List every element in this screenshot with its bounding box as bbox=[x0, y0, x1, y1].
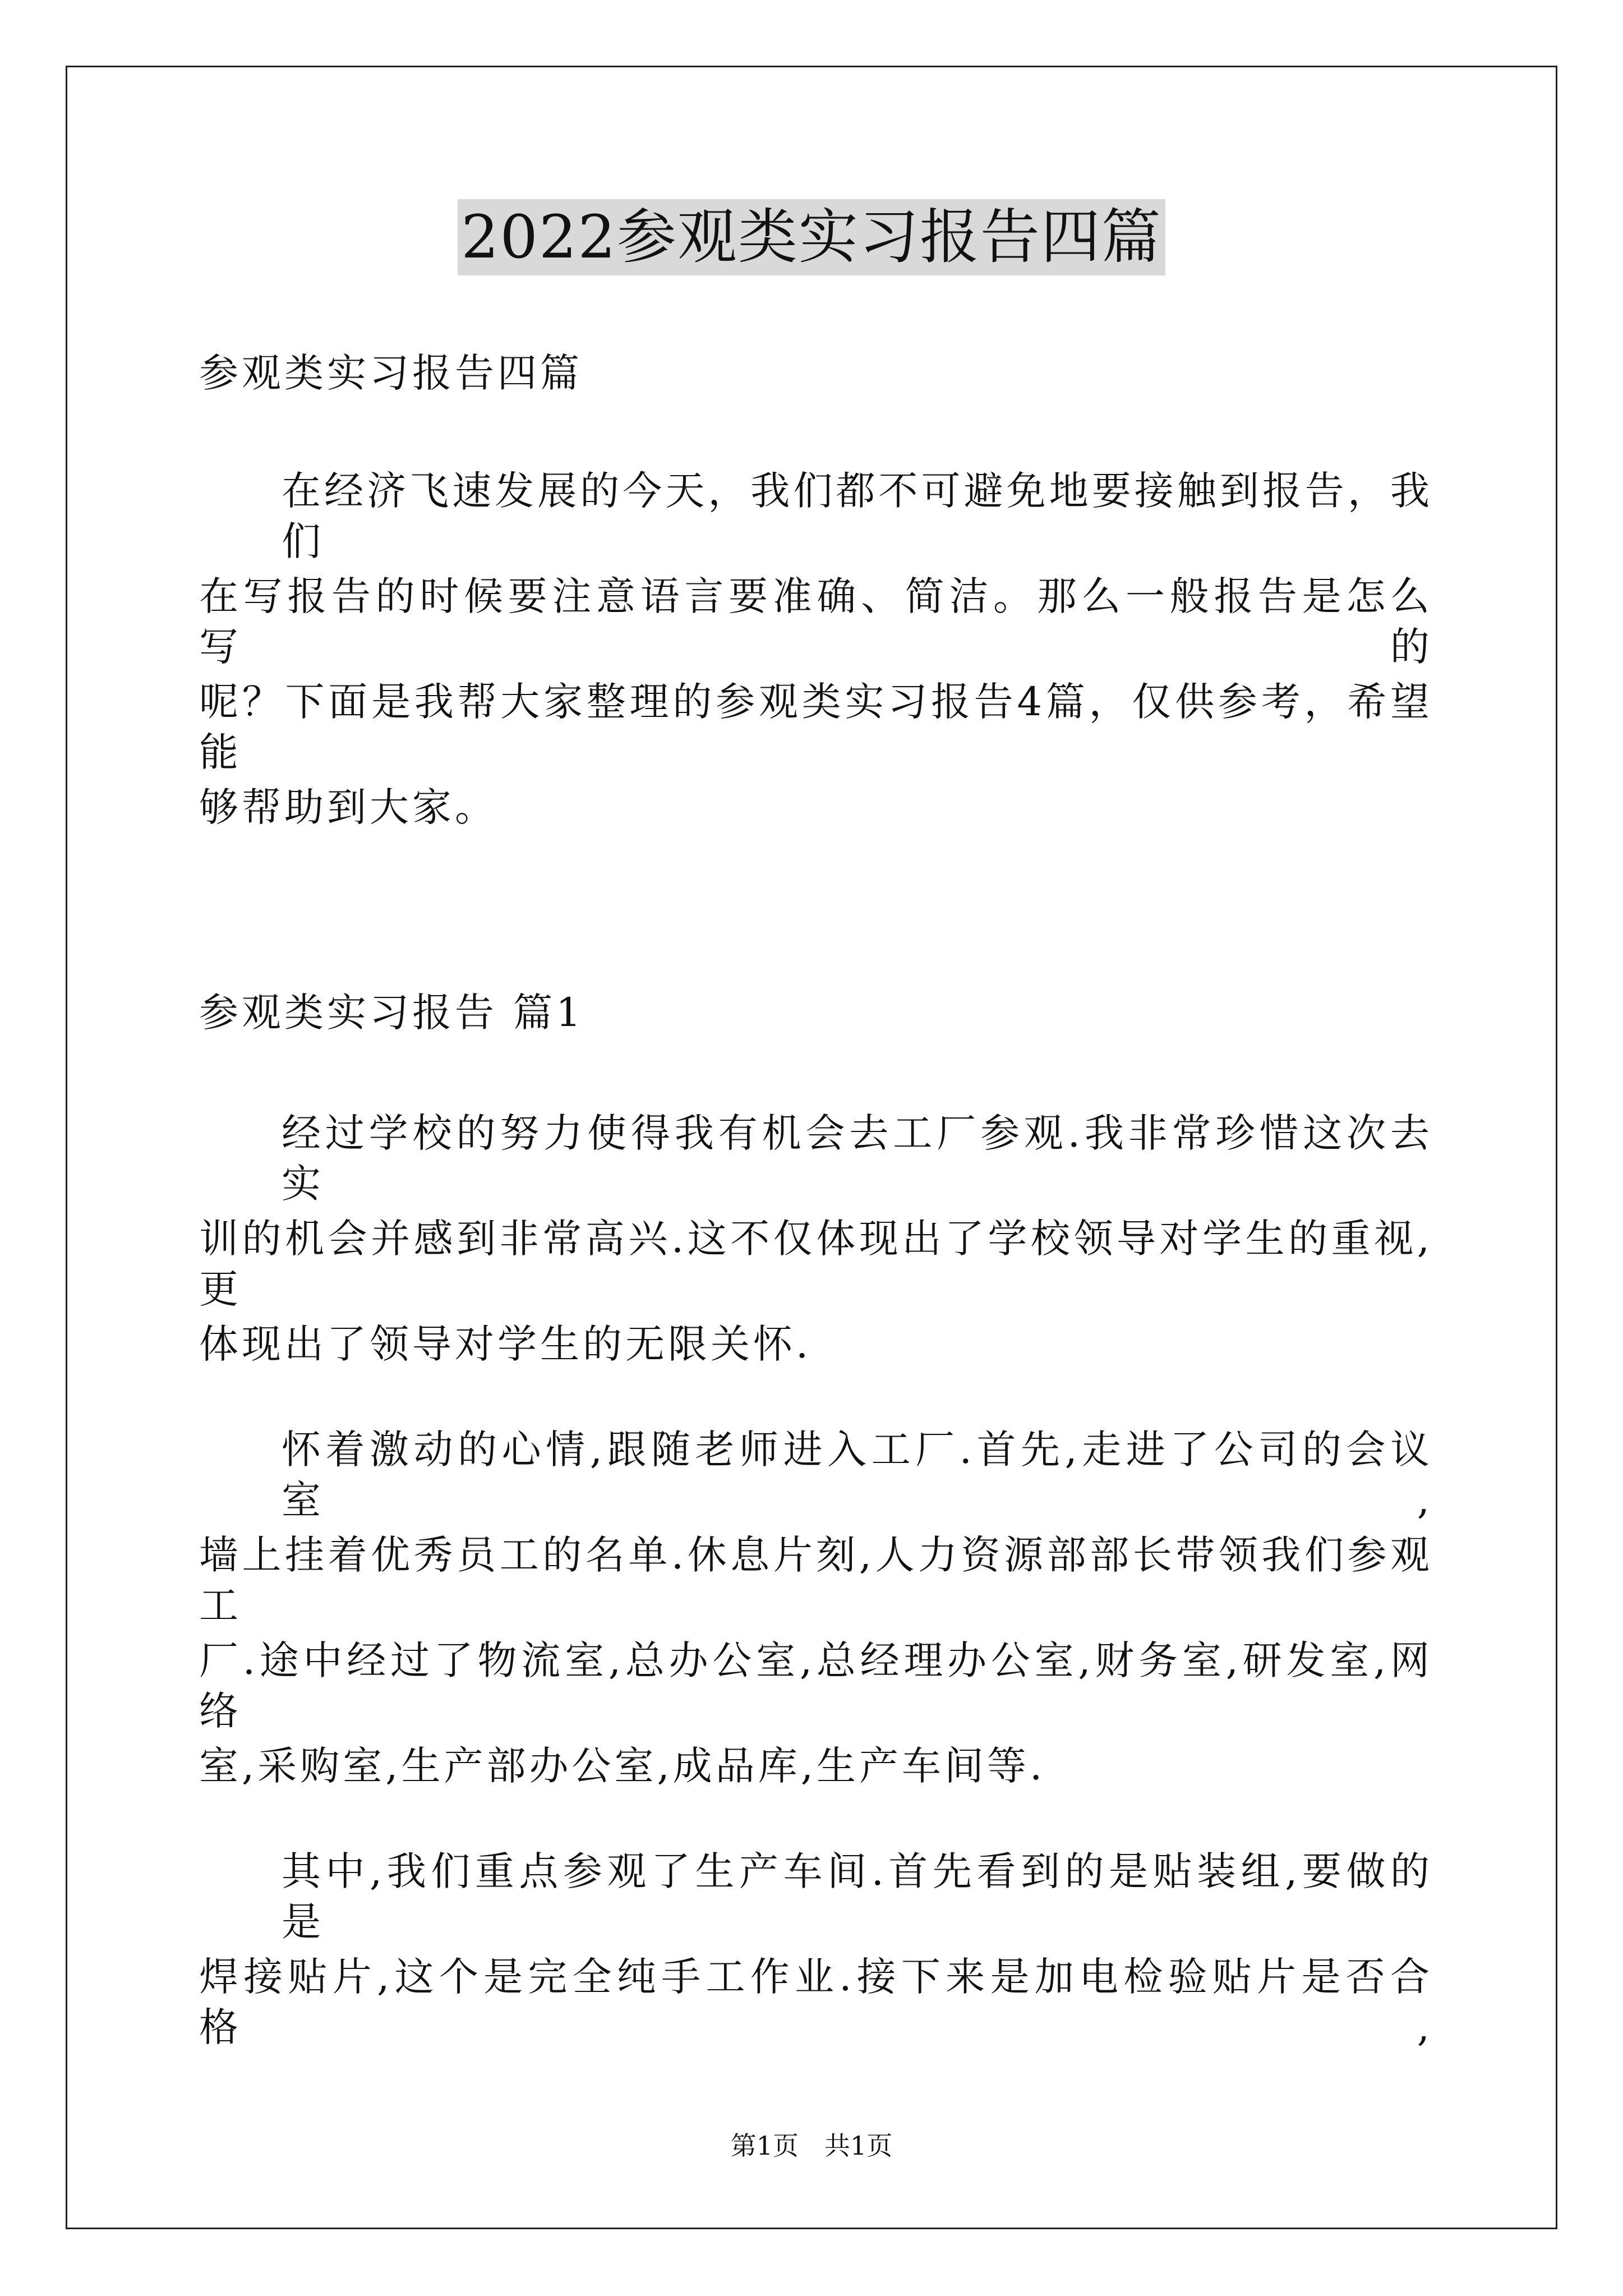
para1-line-1: 经过学校的努力使得我有机会去工厂参观.我非常珍惜这次去实 bbox=[282, 1110, 1433, 1207]
para2-line-2: 墙上挂着优秀员工的名单.休息片刻,人力资源部部长带领我们参观工 bbox=[199, 1532, 1433, 1628]
page-footer: 第1页 共1页 bbox=[730, 2131, 893, 2161]
para3-line-2: 焊接贴片,这个是完全纯手工作业.接下来是加电检验贴片是否合格, bbox=[199, 1954, 1433, 2050]
para2-line-4: 室,采购室,生产部办公室,成品库,生产车间等. bbox=[199, 1743, 1046, 1789]
intro-line-2: 在写报告的时候要注意语言要准确、简洁。那么一般报告是怎么写的 bbox=[199, 573, 1433, 670]
para2-line-1: 怀着激动的心情,跟随老师进入工厂.首先,走进了公司的会议室, bbox=[282, 1427, 1433, 1523]
para1-line-3: 体现出了领导对学生的无限关怀. bbox=[199, 1321, 812, 1367]
intro-line-1: 在经济飞速发展的今天，我们都不可避免地要接触到报告，我们 bbox=[282, 468, 1433, 564]
para1-line-2: 训的机会并感到非常高兴.这不仅体现出了学校领导对学生的重视,更 bbox=[199, 1216, 1433, 1312]
subtitle: 参观类实习报告四篇 bbox=[199, 350, 583, 396]
intro-line-4: 够帮助到大家。 bbox=[199, 784, 497, 830]
section-heading: 参观类实习报告 篇1 bbox=[199, 990, 584, 1036]
title-container bbox=[0, 199, 1623, 275]
intro-line-3: 呢？下面是我帮大家整理的参观类实习报告4篇，仅供参考，希望能 bbox=[199, 679, 1433, 775]
para2-line-3: 厂.途中经过了物流室,总办公室,总经理办公室,财务室,研发室,网络 bbox=[199, 1637, 1433, 1734]
document-title: 2022参观类实习报告四篇 bbox=[458, 199, 1165, 275]
para3-line-1: 其中,我们重点参观了生产车间.首先看到的是贴装组,要做的是 bbox=[282, 1848, 1433, 1945]
